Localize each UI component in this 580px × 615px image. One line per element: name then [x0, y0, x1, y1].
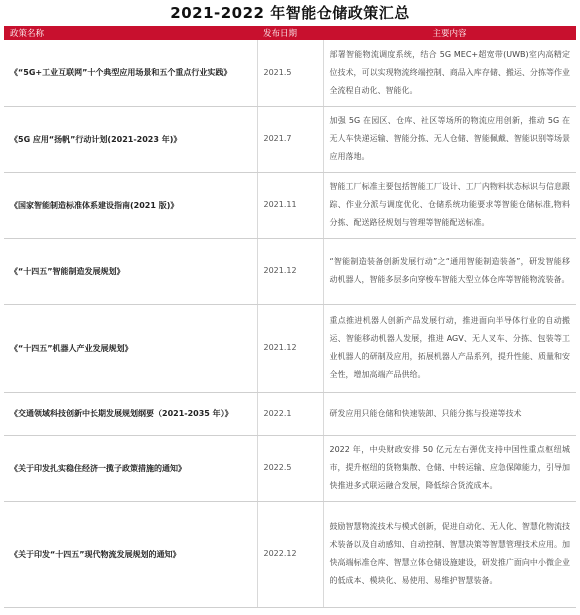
policy-name-cell: 《“十四五”智能制造发展规划》 [4, 238, 257, 304]
release-date-cell: 2022.12 [257, 501, 323, 607]
policy-name-cell: 《关于印发扎实稳住经济一揽子政策措施的通知》 [4, 435, 257, 501]
release-date-cell: 2022.5 [257, 435, 323, 501]
main-content-cell: 研发应用只能仓储和快速装卸、只能分拣与投递等技术 [323, 392, 576, 435]
table-row [4, 435, 576, 501]
release-date-cell: 2021.12 [257, 238, 323, 304]
release-date-cell: 2021.7 [257, 106, 323, 172]
main-content-cell: 重点推进机器人创新产品发展行动，推进面向半导体行业的自动搬运、智能移动机器人发展，推进 AGV、无人叉车、分拣、包装等工业机器人的研制及应用，拓展机器人产品系列，提升性能、质量和安全性，增加高端产品供给。 [323, 304, 576, 392]
main-content-cell: 部署智能物流调度系统，结合 5G MEC+超宽带(UWB)室内高精定位技术，可以实现物流终端控制、商品入库存储、搬运、分拣等作业全流程自动化、智能化。 [323, 40, 576, 106]
policy-name-cell: 《国家智能制造标准体系建设指南(2021 版)》 [4, 172, 257, 238]
main-content-cell: 2022 年，中央财政安排 50 亿元左右弹优支持中国性重点枢纽城市，提升枢纽的货物集散、仓储、中转运输、应急保障能力，引导加快推进多式联运融合发展，降低综合货流成本。 [323, 435, 576, 501]
main-content-cell: 加强 5G 在园区、仓库、社区等场所的物流应用创新，推动 5G 在无人车快递运输、智能分拣、无人仓储、智能佩戴、智能识别等场景应用落地。 [323, 106, 576, 172]
table-row [4, 304, 576, 392]
table-header [4, 26, 576, 40]
release-date-cell: 2021.5 [257, 40, 323, 106]
page-title: 2021-2022 年智能仓储政策汇总 [170, 4, 410, 22]
policy-name-cell: 《“十四五”机器人产业发展规划》 [4, 304, 257, 392]
release-date-cell: 2021.12 [257, 304, 323, 392]
table-body [4, 40, 576, 607]
main-content-cell: 鼓励智慧物流技术与模式创新，促进自动化、无人化、智慧化物流技术装备以及自动感知、自动控制、智慧决策等智慧管理技术应用。加快高端标准仓库、智慧立体仓储设施建设，研发推广面向中小微企业的低成本、模块化、易使用、易维护智慧装备。 [323, 501, 576, 607]
main-content-cell: “智能制造装备创新发展行动”之“通用智能制造装备”，研发智能移动机器人，智能多层多向穿梭车智能大型立体仓库等智能物流装备。 [323, 238, 576, 304]
release-date-cell: 2021.11 [257, 172, 323, 238]
table-row [4, 392, 576, 435]
release-date-cell: 2022.1 [257, 392, 323, 435]
main-content-cell: 智能工厂标准主要包括智能工厂设计、工厂内物料状态标识与信息跟踪、作业分派与调度优化、仓储系统功能要求等智能仓储标准,物料分拣、配送路径规划与管理等智能配送标准。 [323, 172, 576, 238]
header-release-date: 发布日期 [257, 26, 323, 40]
table-row [4, 501, 576, 607]
header-main-content: 主要内容 [323, 26, 576, 40]
table-row [4, 238, 576, 304]
policy-name-cell: 《交通领域科技创新中长期发展规划纲要（2021-2035 年）》 [4, 392, 257, 435]
header-policy-name: 政策名称 [4, 26, 257, 40]
table-row [4, 40, 576, 106]
policy-name-cell: 《“5G+工业互联网”十个典型应用场景和五个重点行业实践》 [4, 40, 257, 106]
policy-name-cell: 《5G 应用“扬帆”行动计划(2021-2023 年)》 [4, 106, 257, 172]
table-row [4, 172, 576, 238]
table-row [4, 106, 576, 172]
policy-table [4, 26, 576, 608]
policy-name-cell: 《关于印发“十四五”现代物流发展规划的通知》 [4, 501, 257, 607]
